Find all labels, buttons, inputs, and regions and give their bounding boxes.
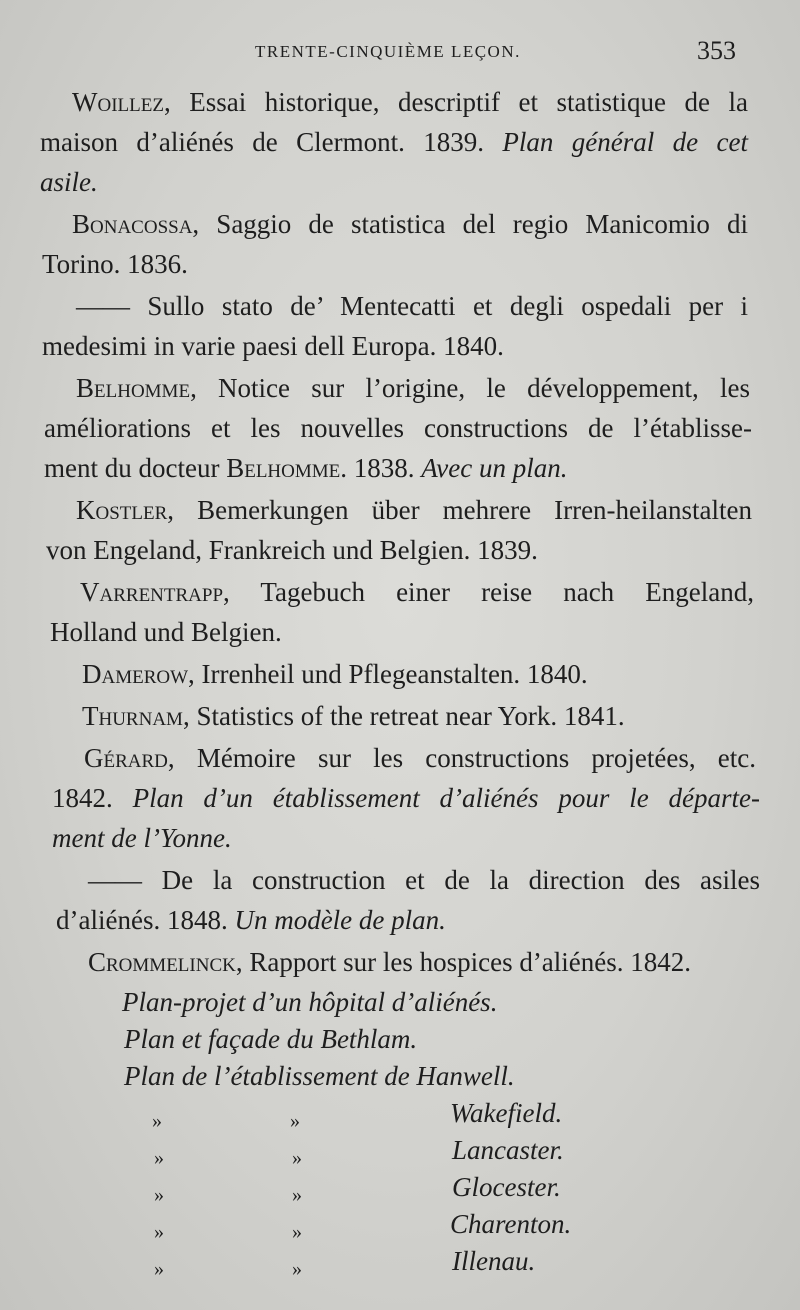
plan-sub-item [0,1241,800,1278]
plan-place: Lancaster. [452,1135,564,1165]
entry-line [82,696,800,736]
plan-place: Illenau. [452,1246,536,1276]
entry-text: von Engeland, Frankreich und Belgien. 1839. [46,535,538,565]
entry-text: , Rapport sur les hospices d’aliénés. 1842. [235,947,692,977]
entry-text: , Notice sur l’origine, le développement, les [190,373,750,403]
bibliography-entry [0,368,800,488]
plan-sub-item [0,1204,800,1241]
ditto-dash: —— [76,291,130,321]
ditto-mark: » [154,1221,164,1243]
plan-title: ment de l’Yonne. [52,823,232,853]
entry-line [82,654,800,694]
entry-text: Sullo stato de’ Mentecatti et degli ospedali per i [130,291,748,321]
entry-line [88,942,800,982]
entry-text: Holland und Belgien. [50,617,282,647]
entry-text: . 1838. [340,453,422,483]
entry-line [44,408,752,448]
entry-line [44,448,800,488]
entry-text: medesimi in varie paesi dell Europa. 1840. [42,331,504,361]
bibliography-entry [0,738,800,858]
bibliography-entry [0,860,800,940]
author-name: Belhomme [76,373,191,403]
plan-sub-item [0,1130,800,1167]
plan-place: Charenton. [450,1209,572,1239]
ditto-mark: » [290,1110,300,1132]
entry-line [84,738,756,778]
entry-text: ment du docteur [44,453,227,483]
entry-text: améliorations et les nouvelles constructions de l’établisse- [44,413,752,443]
entry-line [76,490,752,530]
entry-text: d’aliénés. 1848. [56,905,235,935]
entry-line [72,82,748,122]
entry-line [42,326,800,366]
entry-text: Torino. 1836. [42,249,188,279]
bibliography-entry [0,490,800,570]
ditto-mark: » [292,1258,302,1280]
plan-title: Plan d’un établissement d’aliénés pour le départe- [132,783,761,813]
entry-line [80,572,754,612]
page-header [0,36,800,70]
bibliography-entry [0,286,800,366]
entry-line [52,778,760,818]
author-name: Damerow [82,659,189,689]
ditto-mark: » [154,1184,164,1206]
entry-text: 1842. [52,783,133,813]
entry-line [50,612,800,652]
entry-text: , Saggio de statistica del regio Manicomio di [192,209,748,239]
entry-text: , Bemerkungen über mehrere Irren-heilanstalten [167,495,752,525]
ditto-mark: » [292,1147,302,1169]
plan-title: Un modèle de plan. [234,905,446,935]
plan-title: Plan général de cet [502,127,748,157]
plan-title: asile. [40,167,98,197]
entry-line [42,244,800,284]
entry-line [88,860,760,900]
entry-line [56,900,800,940]
bibliography-entry [0,696,800,736]
bibliography-entry [0,654,800,694]
page-number: 353 [697,36,736,65]
author-name: Varrentrapp [80,577,224,607]
bibliography-entry [0,942,800,1278]
entry-line [40,162,800,202]
bibliography-entry [0,82,800,202]
ditto-mark: » [292,1221,302,1243]
plan-sub-item [0,1167,800,1204]
plan-sub-item [0,1093,800,1130]
author-name: Belhomme [226,453,341,483]
bibliography-entry [0,572,800,652]
ditto-mark: » [292,1184,302,1206]
plan-item: Plan-projet d’un hôpital d’aliénés. [122,987,498,1017]
bibliography [0,82,800,1278]
author-name: Bonacossa [72,209,193,239]
entry-line [52,818,800,858]
bibliography-entry [0,204,800,284]
entry-text: , Irrenheil und Pflegeanstalten. 1840. [188,659,588,689]
entry-text: , Essai historique, descriptif et statistique de la [163,87,748,117]
entry-line [46,530,800,570]
ditto-mark: » [154,1258,164,1280]
author-name: Woillez [72,87,164,117]
author-name: Crommelinck [88,947,236,977]
plan-item: Plan et façade du Bethlam. [124,1024,418,1054]
ditto-mark: » [152,1110,162,1132]
entry-line [76,368,750,408]
plan-title: Avec un plan. [421,453,568,483]
entry-text: De la construction et de la direction des asiles [142,865,760,895]
ditto-dash: —— [88,865,142,895]
plan-place: Wakefield. [450,1098,563,1128]
entry-text: , Mémoire sur les constructions projetées, etc. [167,743,756,773]
ditto-mark: » [154,1147,164,1169]
plan-place: Glocester. [452,1172,561,1202]
author-name: Kostler [76,495,168,525]
author-name: Thurnam [82,701,183,731]
entry-text: , Statistics of the retreat near York. 1841. [182,701,625,731]
running-head: TRENTE-CINQUIÈME LEÇON. [255,42,521,61]
entry-text: , Tagebuch einer reise nach Engeland, [223,577,754,607]
entry-line [76,286,748,326]
entry-line [40,122,748,162]
plan-item: Plan de l’établissement de Hanwell. [124,1061,515,1091]
entry-text: maison d’aliénés de Clermont. 1839. [40,127,503,157]
author-name: Gérard [84,743,168,773]
entry-line [72,204,748,244]
